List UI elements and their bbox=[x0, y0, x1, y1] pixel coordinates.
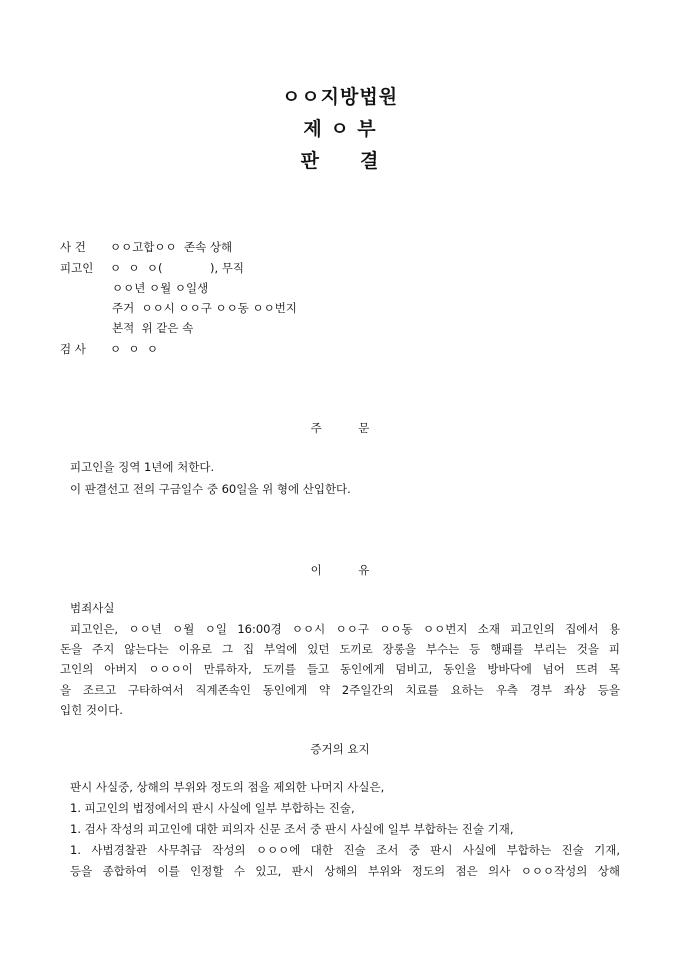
evidence-heading: 증거의 요지 bbox=[310, 742, 370, 756]
prosecutor-label: 검 사 bbox=[60, 342, 86, 356]
order-line: 이 판결선고 전의 구금일수 중 60일을 위 형에 산입한다. bbox=[70, 482, 351, 496]
defendant-birth: ㅇㅇ년 ㅇ월 ㅇ일생 bbox=[112, 281, 209, 295]
defendant-line bbox=[60, 261, 244, 275]
court-name: ㅇㅇ지방법원 bbox=[281, 86, 399, 108]
case-value: ㅇㅇ고합ㅇㅇ 존속 상해 bbox=[110, 240, 233, 254]
defendant-address: 주거 ㅇㅇ시 ㅇㅇ구 ㅇㅇ동 ㅇㅇ번지 bbox=[112, 301, 297, 315]
document-title: 판 결 bbox=[300, 150, 380, 172]
case-label: 사 건 bbox=[60, 240, 86, 254]
facts-line: 피고인은, ㅇㅇ년 ㅇ월 ㅇ일 16:00경 ㅇㅇ시 ㅇㅇ구 ㅇㅇ동 ㅇㅇ번지 소재 피고인의 집에서 용 bbox=[70, 622, 620, 636]
facts-line: 돈을 주지 않는다는 이유로 그 집 부엌에 있던 도끼로 장롱을 부수는 등 행패를 부리는 것을 피 bbox=[60, 642, 620, 656]
facts-title: 범죄사실 bbox=[70, 601, 115, 615]
court-division: 제 ㅇ 부 bbox=[303, 118, 377, 140]
evidence-line: 등을 종합하여 이를 인정할 수 있고, 판시 상해의 부위와 정도의 점은 의사 ㅇㅇㅇ작성의 상해 bbox=[70, 864, 620, 878]
prosecutor-value: ㅇ ㅇ ㅇ bbox=[110, 342, 158, 356]
case-line bbox=[60, 240, 232, 254]
defendant-registry: 본적 위 같은 속 bbox=[112, 321, 194, 335]
evidence-line: 1. 피고인의 법정에서의 판시 사실에 일부 부합하는 진술, bbox=[70, 801, 355, 815]
evidence-line: 1. 사법경찰관 사무취급 작성의 ㅇㅇㅇ에 대한 진술 조서 중 판시 사실에 부합하는 진술 기재, bbox=[70, 843, 620, 857]
order-heading: 주 문 bbox=[310, 421, 370, 435]
facts-line: 입힌 것이다. bbox=[60, 703, 123, 717]
defendant-value: ㅇ ㅇ ㅇ( ), 무직 bbox=[110, 261, 244, 275]
order-line: 피고인을 징역 1년에 처한다. bbox=[70, 460, 215, 474]
evidence-line: 판시 사실중, 상해의 부위와 정도의 점을 제외한 나머지 사실은, bbox=[70, 780, 385, 794]
facts-line: 고인의 아버지 ㅇㅇㅇ이 만류하자, 도끼를 들고 동인에게 덤비고, 동인을 방바닥에 넘어 뜨려 목 bbox=[60, 662, 620, 676]
evidence-line: 1. 검사 작성의 피고인에 대한 피의자 신문 조서 중 판시 사실에 일부 부합하는 진술 기재, bbox=[70, 822, 514, 836]
defendant-label: 피고인 bbox=[60, 261, 94, 275]
reasons-heading: 이 유 bbox=[310, 563, 370, 577]
prosecutor-line bbox=[60, 342, 158, 356]
facts-line: 을 조르고 구타하여서 직계존속인 동인에게 약 2주일간의 치료를 요하는 우측 경부 좌상 등을 bbox=[60, 683, 620, 697]
